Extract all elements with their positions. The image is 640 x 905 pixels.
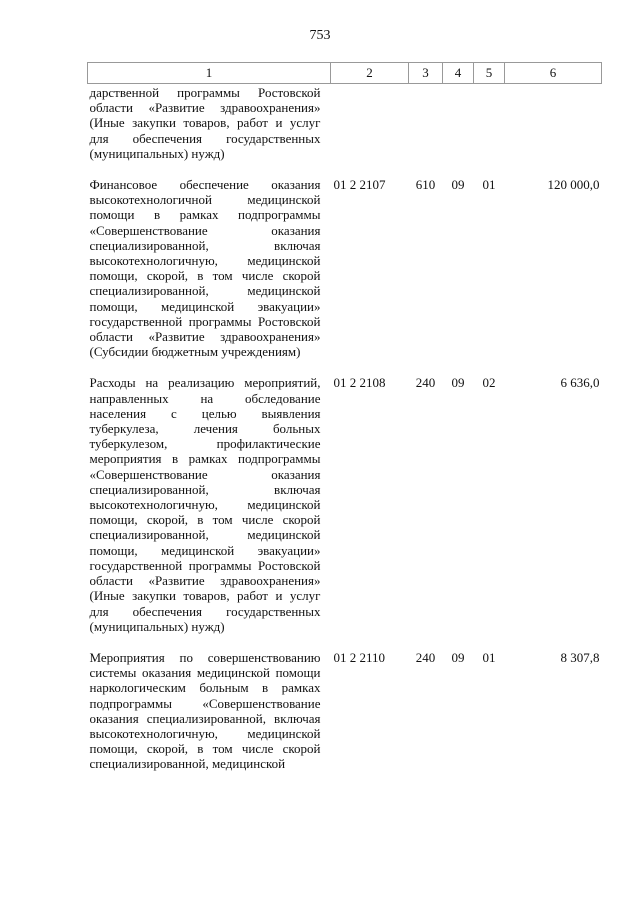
row-description: Расходы на реализацию мероприятий, направленных на обследование населения с целью выявления туберкулеза, лечения больных туберкулезом, профилактические мероприятия в рамках подпрограммы «Совершенствование оказания специализированной, включая высокотехнологичную, медицинской помощи, скорой, в том числе скорой специализированной, медицинской помощи, медицинской эвакуации» государственной программы Ростовской области «Развитие здравоохранения» (Иные закупки товаров, работ и услуг для обеспечения государственных (муниципальных) нужд) [89,375,321,634]
row-col5 [474,84,505,178]
row-col3 [409,84,443,178]
column-header-3: 3 [409,63,443,84]
row-code: 01 2 2107 [333,177,386,193]
table-row [88,177,602,375]
row-amount [505,84,602,178]
row-col3: 610 [415,177,436,193]
row-col4: 09 [451,649,465,665]
table-row [88,375,602,649]
row-code [331,84,409,178]
row-col3: 240 [415,649,436,665]
table-row [88,84,602,178]
row-description: дарственной программы Ростовской области «Развитие здравоохранения» (Иные закупки товаров, работ и услуг для обеспечения государственных (муниципальных) нужд) [89,85,321,161]
column-header-1: 1 [88,63,331,84]
row-description: Мероприятия по совершенствованию системы оказания медицинской помощи наркологическим больным в рамках подпрограммы «Совершенствование оказания специализированной, включая высокотехнологичную, медицинской помощи, скорой, в том числе скорой специализированной, медицинской [89,649,321,772]
column-header-5: 5 [474,63,505,84]
row-col4 [443,84,474,178]
header-row [88,63,602,84]
page-number: 753 [309,28,331,43]
row-description: Финансовое обеспечение оказания высокотехнологичной медицинской помощи в рамках подпрограммы «Совершенствование оказания специализированной, включая высокотехнологичную, медицинской помощи, скорой, в том числе скорой специализированной, медицинской помощи, медицинской эвакуации» государственной программы Ростовской области «Развитие здравоохранения» (Субсидии бюджетным учреждениям) [89,177,321,360]
column-header-6: 6 [505,63,602,84]
budget-table [87,62,602,788]
column-header-4: 4 [443,63,474,84]
row-col3: 240 [415,375,436,391]
row-amount: 6 636,0 [560,375,600,391]
row-amount: 120 000,0 [547,177,600,193]
row-col5: 01 [482,177,496,193]
row-col4: 09 [451,375,465,391]
row-amount: 8 307,8 [560,649,600,665]
row-col4: 09 [451,177,465,193]
row-code: 01 2 2108 [333,375,386,391]
table-row [88,650,602,788]
column-header-2: 2 [331,63,409,84]
row-col5: 01 [482,649,496,665]
row-code: 01 2 2110 [333,649,386,665]
row-col5: 02 [482,375,496,391]
